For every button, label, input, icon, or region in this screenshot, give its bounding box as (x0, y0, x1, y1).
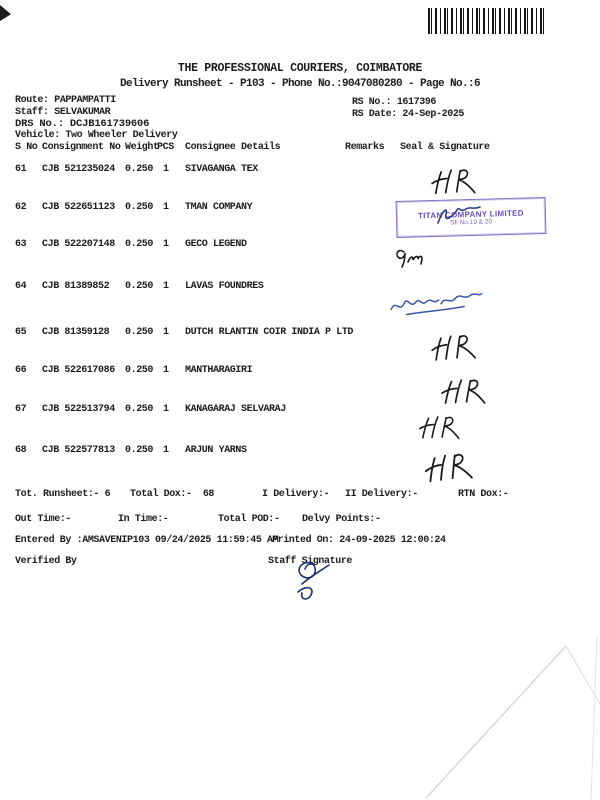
row-weight: 0.250 (125, 164, 154, 175)
header-consignee-details: Consignee Details (185, 142, 281, 153)
totals-line (0, 489, 600, 503)
row-consignment-no: CJB 81389852 (42, 281, 110, 292)
company-seal-stamp (396, 197, 547, 238)
row-s-no: 68 (15, 445, 27, 456)
header-consignment-no: Consignment No (42, 142, 121, 153)
row-pcs: 1 (163, 281, 169, 292)
drs-value: DCJB161739606 (69, 118, 150, 130)
row-consignment-no: CJB 522577813 (42, 445, 115, 456)
row-consignment-no: CJB 522513794 (42, 404, 115, 415)
row-consignee: TMAN COMPANY (185, 202, 253, 213)
rtn-dox: RTN Dox:- (458, 489, 509, 500)
row-s-no: 67 (15, 404, 27, 415)
row-weight: 0.250 (125, 404, 154, 415)
row-consignee: SIVAGANGA TEX (185, 164, 258, 175)
row-pcs: 1 (163, 202, 169, 213)
row-s-no: 63 (15, 239, 27, 250)
entered-line (0, 535, 600, 549)
row-weight: 0.250 (125, 327, 154, 338)
route-line (15, 95, 116, 106)
out-time: Out Time:- (15, 514, 72, 525)
row-consignment-no: CJB 81359128 (42, 327, 110, 338)
row-weight: 0.250 (125, 445, 154, 456)
total-pod: Total POD:- (218, 514, 280, 525)
row-consignment-no: CJB 521235024 (42, 164, 115, 175)
entered-by: Entered By :AMSAVENIP103 09/24/2025 11:59:45 AM (15, 535, 279, 546)
table-row (0, 164, 600, 178)
drs-label: DRS No.: (15, 118, 64, 130)
times-line (0, 514, 600, 528)
table-row (0, 239, 600, 253)
row-weight: 0.250 (125, 281, 154, 292)
row-weight: 0.250 (125, 239, 154, 250)
header-weight: Weight (125, 142, 159, 153)
row-s-no: 62 (15, 202, 27, 213)
header-remarks: Remarks (345, 142, 385, 153)
stamp-company-name: TITAN COMPANY LIMITED (417, 208, 524, 220)
header-pcs: PCS (157, 142, 174, 153)
rs-no-value: 1617396 (396, 97, 437, 108)
vehicle-line (15, 130, 177, 141)
rs-date-line (352, 109, 464, 120)
route-label: Route: (15, 95, 49, 106)
stamp-address-line: SF.No.19 & 20 (450, 217, 493, 227)
row-pcs: 1 (163, 239, 169, 250)
row-consignment-no: CJB 522651123 (42, 202, 115, 213)
row-s-no: 65 (15, 327, 27, 338)
drs-barcode (428, 8, 546, 34)
i-delivery: I Delivery:- (262, 489, 330, 500)
row-consignee: MANTHARAGIRI (185, 365, 253, 376)
row-consignee: LAVAS FOUNDRES (185, 281, 264, 292)
row-pcs: 1 (163, 404, 169, 415)
tot-runsheet: Tot. Runsheet:- 6 (15, 489, 111, 500)
row-pcs: 1 (163, 445, 169, 456)
row-consignee: ARJUN YARNS (185, 445, 247, 456)
row-consignee: GECO LEGEND (185, 239, 247, 250)
printed-on: Printed On: 24-09-2025 12:00:24 (272, 535, 446, 546)
row-consignee: DUTCH RLANTIN COIR INDIA P LTD (185, 327, 354, 338)
row-s-no: 61 (15, 164, 27, 175)
rs-no-line (352, 97, 436, 108)
table-header-row (0, 142, 600, 156)
table-row (0, 327, 600, 341)
document-title: THE PROFESSIONAL COURIERS, COIMBATORE (177, 62, 423, 75)
table-row (0, 281, 600, 295)
row-weight: 0.250 (125, 202, 154, 213)
staff-signature-label: Staff Signature (268, 556, 353, 567)
total-dox: Total Dox:- 68 (130, 489, 215, 500)
ii-delivery: II Delivery:- (345, 489, 418, 500)
row-s-no: 66 (15, 365, 27, 376)
in-time: In Time:- (118, 514, 169, 525)
verified-by: Verified By (15, 556, 77, 567)
row-s-no: 64 (15, 281, 27, 292)
row-pcs: 1 (163, 164, 169, 175)
header-seal-signature: Seal & Signature (400, 142, 490, 153)
table-row (0, 404, 600, 418)
row-consignment-no: CJB 522617086 (42, 365, 115, 376)
table-row (0, 365, 600, 379)
verify-line (0, 556, 600, 570)
staff-label: Staff: (15, 107, 49, 118)
staff-value: SELVAKUMAR (54, 107, 111, 118)
rs-no-label: RS No.: (352, 97, 392, 108)
rs-date-value: 24-Sep-2025 (402, 109, 465, 120)
scan-corner-artifact (0, 5, 11, 21)
row-pcs: 1 (163, 365, 169, 376)
vehicle-label: Vehicle: (15, 130, 60, 141)
drs-line (15, 118, 149, 130)
row-weight: 0.250 (125, 365, 154, 376)
row-pcs: 1 (163, 327, 169, 338)
vehicle-value: Two Wheeler Delivery (65, 130, 178, 141)
row-consignee: KANAGARAJ SELVARAJ (185, 404, 286, 415)
table-row (0, 445, 600, 459)
document-subtitle: Delivery Runsheet - P103 - Phone No.:9047080280 - Page No.:6 (119, 78, 481, 90)
staff-line (15, 107, 110, 118)
delvy-points: Delvy Points:- (302, 514, 381, 525)
row-consignment-no: CJB 522207148 (42, 239, 115, 250)
header-s-no: S No (15, 142, 38, 153)
route-value: PAPPAMPATTI (54, 95, 116, 106)
rs-date-label: RS Date: (352, 109, 397, 120)
